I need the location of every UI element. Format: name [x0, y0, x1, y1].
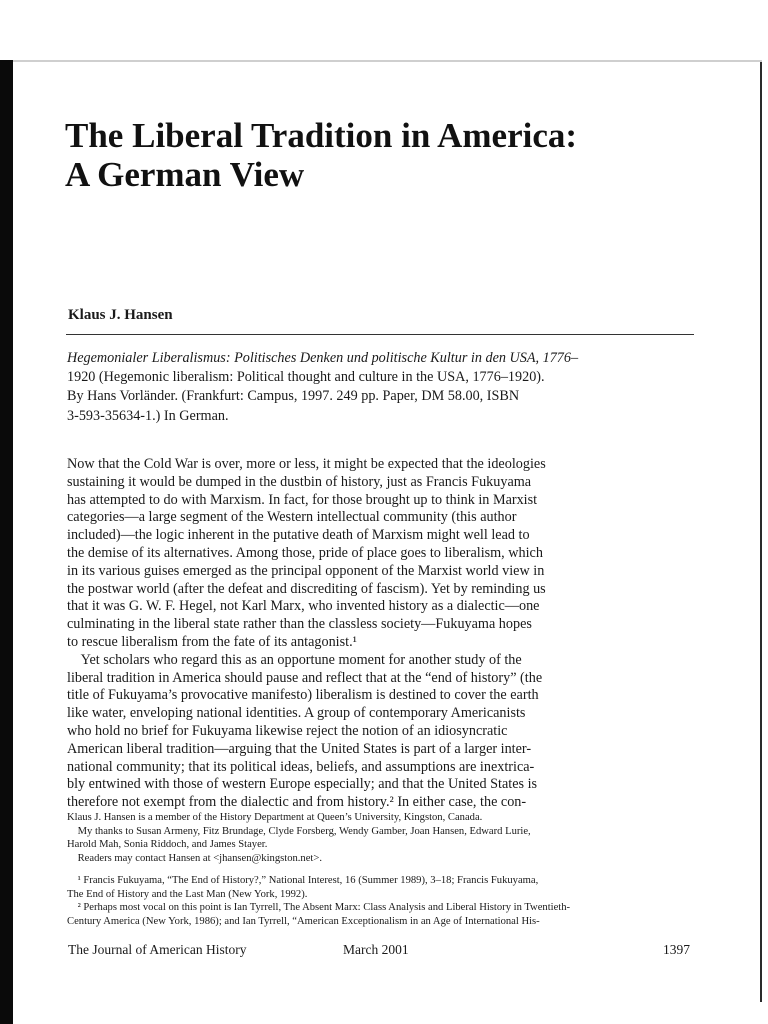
footnote-gap — [67, 865, 707, 874]
scan-edge-shadow — [0, 60, 13, 1024]
title-line: A German View — [65, 155, 305, 194]
body-line: Now that the Cold War is over, more or less, it might be expected that the ideologies — [67, 456, 546, 472]
review-line: 3-593-35634-1.) In German. — [67, 407, 229, 424]
body-line: that it was G. W. F. Hegel, not Karl Marx, who invented history as a dialectic—one — [67, 598, 540, 615]
footnote-line: The End of History and the Last Man (New York, 1992). — [67, 888, 308, 900]
footnotes — [67, 811, 707, 928]
body-line: Yet scholars who regard this as an opportune moment for another study of the — [67, 651, 522, 668]
footer-page-number: 1397 — [663, 942, 690, 957]
body-line: the demise of its alternatives. Among those, pride of place goes to liberalism, which — [67, 544, 543, 561]
page-edge-top — [13, 60, 762, 62]
author-note-line: Readers may contact Hansen at <jhansen@kingston.net>. — [67, 852, 322, 864]
article-body — [67, 456, 697, 812]
body-line: sustaining it would be dumped in the dustbin of history, just as Francis Fukuyama — [67, 473, 532, 490]
review-line: 1920 (Hegemonic liberalism: Political thought and culture in the USA, 1776–1920). — [67, 369, 545, 386]
body-line: culminating in the liberal state rather than the classless society—Fukuyama hopes — [67, 616, 532, 633]
author-name: Klaus J. Hansen — [68, 307, 173, 323]
body-line: liberal tradition in America should pause and reflect that at the “end of history” (the — [67, 669, 543, 686]
body-line: in its various guises emerged as the principal opponent of the Marxist world view in — [67, 562, 545, 579]
title-line: The Liberal Tradition in America: — [65, 116, 578, 155]
review-line: By Hans Vorländer. (Frankfurt: Campus, 1997. 249 pp. Paper, DM 58.00, ISBN — [67, 388, 520, 405]
author-note-line: My thanks to Susan Armeny, Fitz Brundage, Clyde Forsberg, Wendy Gamber, Joan Hansen, Edward Lurie, — [67, 825, 531, 837]
header-rule — [66, 334, 694, 335]
body-line: has attempted to do with Marxism. In fact, for those brought up to think in Marxist — [67, 491, 538, 508]
body-line: included)—the logic inherent in the putative death of Marxism might well lead to — [67, 527, 530, 544]
footnote-line: Century America (New York, 1986); and Ian Tyrrell, “American Exceptionalism in an Age of International His- — [67, 915, 540, 927]
author-note-line: Klaus J. Hansen is a member of the History Department at Queen’s University, Kingston, Canada. — [67, 812, 483, 823]
body-line: bly entwined with those of western Europe especially; and that the United States is — [67, 776, 538, 793]
footnote-line: ² Perhaps most vocal on this point is Ian Tyrrell, The Absent Marx: Class Analysis and Liberal History in Twentieth- — [67, 902, 571, 913]
body-line: categories—a large segment of the Western intellectual community (this author — [67, 509, 517, 526]
article-title — [65, 116, 725, 194]
footnote-line: ¹ Francis Fukuyama, “The End of History?,” National Interest, 16 (Summer 1989), 3–18; Francis Fukuyama, — [67, 875, 539, 886]
page-edge-right — [760, 62, 762, 1002]
body-line: the postwar world (after the defeat and discrediting of fascism). Yet by reminding us — [67, 580, 546, 597]
review-line: Hegemonialer Liberalismus: Politisches Denken und politische Kultur in den USA, 1776– — [67, 350, 579, 366]
body-line: who hold no brief for Fukuyama likewise reject the notion of an idiosyncratic — [67, 722, 508, 739]
body-line: therefore not exempt from the dialectic and from history.² In either case, the con- — [67, 794, 527, 811]
footer-issue-date: March 2001 — [343, 942, 409, 957]
body-line: American liberal tradition—arguing that the United States is part of a larger inter- — [67, 740, 532, 757]
review-citation — [67, 349, 697, 426]
body-line: national community; that its political ideas, beliefs, and assumptions are inextrica- — [67, 758, 535, 775]
body-line: title of Fukuyama’s provocative manifesto) liberalism is destined to cover the earth — [67, 687, 539, 704]
author-note-line: Harold Mah, Sonia Riddoch, and James Stayer. — [67, 839, 268, 850]
body-line: to rescue liberalism from the fate of its antagonist.¹ — [67, 633, 357, 650]
body-line: like water, enveloping national identities. A group of contemporary Americanists — [67, 705, 526, 722]
scan-corner — [0, 0, 13, 60]
footer-journal-name: The Journal of American History — [68, 942, 247, 957]
